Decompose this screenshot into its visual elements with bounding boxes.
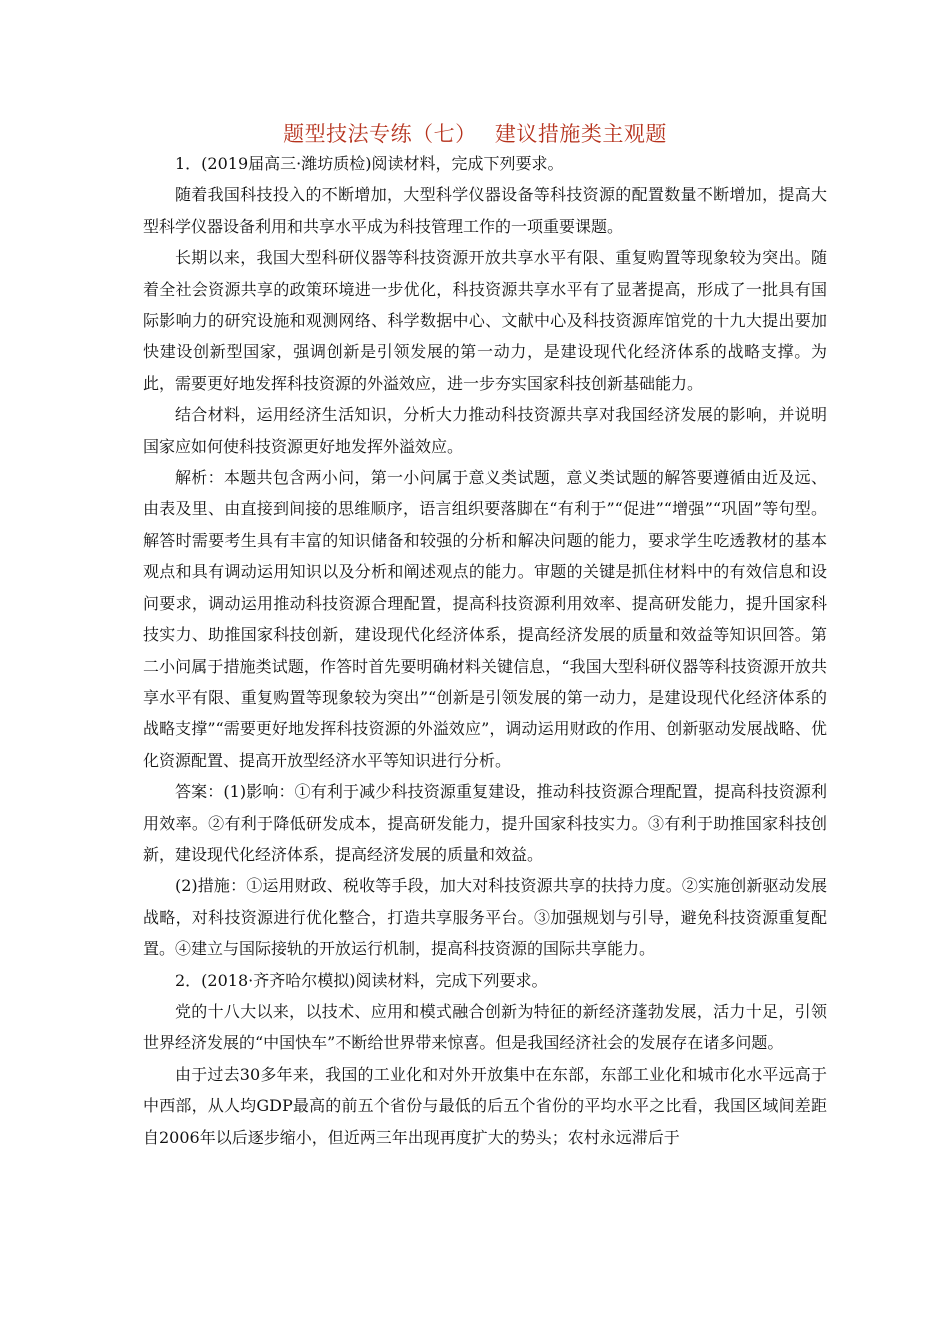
material-paragraph: 随着我国科技投入的不断增加，大型科学仪器设备等科技资源的配置数量不断增加，提高大型科学仪器设备利用和共享水平成为科技管理工作的一项重要课题。	[143, 185, 827, 236]
answer-paragraph: 答案：(1)影响：①有利于减少科技资源重复建设，推动科技资源合理配置，提高科技资源利用效率。②有利于降低研发成本，提高研发能力，提升国家科技实力。③有利于助推国家科技创新，建设现代化经济体系，提高经济发展的质量和效益。	[143, 782, 827, 864]
answer-paragraph: (2)措施：①运用财政、税收等手段，加大对科技资源共享的扶持力度。②实施创新驱动发展战略，对科技资源进行优化整合，打造共享服务平台。③加强规划与引导，避免科技资源重复配置。④建立与国际接轨的开放运行机制，提高科技资源的国际共享能力。	[143, 876, 827, 959]
material-paragraph: 党的十八大以来，以技术、应用和模式融合创新为特征的新经济蓬勃发展，活力十足，引领世界经济发展的“中国快车”不断给世界带来惊喜。但是我国经济社会的发展存在诸多问题。	[143, 1001, 827, 1053]
question-1-heading: 1．(2019届高三·潍坊质检)阅读材料，完成下列要求。	[175, 154, 564, 173]
material-paragraph: 长期以来，我国大型科研仪器等科技资源开放共享水平有限、重复购置等现象较为突出。随着全社会资源共享的政策环境进一步优化，科技资源共享水平有了显著提高，形成了一批具有国际影响力的研究设施和观测网络、科学数据中心、文献中心及科技资源库馆党的十九大提出要加快建设创新型国家，强调创新是引领发展的第一动力，是建设现代化经济体系的战略支撑。为此，需要更好地发挥科技资源的外溢效应，进一步夯实国家科技创新基础能力。	[143, 248, 827, 393]
analysis-paragraph: 解析：本题共包含两小问，第一小问属于意义类试题，意义类试题的解答要遵循由近及远、由表及里、由直接到间接的思维顺序，语言组织要落脚在“有利于”“促进”“增强”“巩固”等句型。解答时需要考生具有丰富的知识储备和较强的分析和解决问题的能力，要求学生吃透教材的基本观点和具有调动运用知识以及分析和阐述观点的能力。审题的关键是抓住材料中的有效信息和设问要求，调动运用推动科技资源合理配置，提高科技资源利用效率、提高研发能力，提升国家科技实力、助推国家科技创新，建设现代化经济体系，提高经济发展的质量和效益等知识回答。第二小问属于措施类试题，作答时首先要明确材料关键信息，“我国大型科研仪器等科技资源开放共享水平有限、重复购置等现象较为突出”“创新是引领发展的第一动力，是建设现代化经济体系的战略支撑”“需要更好地发挥科技资源的外溢效应”，调动运用财政的作用、创新驱动发展战略、优化资源配置、提高开放型经济水平等知识进行分析。	[143, 468, 827, 770]
document-body	[143, 148, 827, 1153]
material-paragraph: 由于过去30多年来，我国的工业化和对外开放集中在东部，东部工业化和城市化水平远高于中西部，从人均GDP最高的前五个省份与最低的后五个省份的平均水平之比看，我国区域间差距自2006年以后逐步缩小，但近两三年出现再度扩大的势头；农村永远滞后于	[143, 1064, 827, 1147]
question-2-heading: 2．(2018·齐齐哈尔模拟)阅读材料，完成下列要求。	[175, 970, 548, 990]
page-title: 题型技法专练（七） 建议措施类主观题	[283, 122, 667, 146]
question-prompt: 结合材料，运用经济生活知识，分析大力推动科技资源共享对我国经济发展的影响，并说明国家应如何使科技资源更好地发挥外溢效应。	[143, 405, 827, 456]
